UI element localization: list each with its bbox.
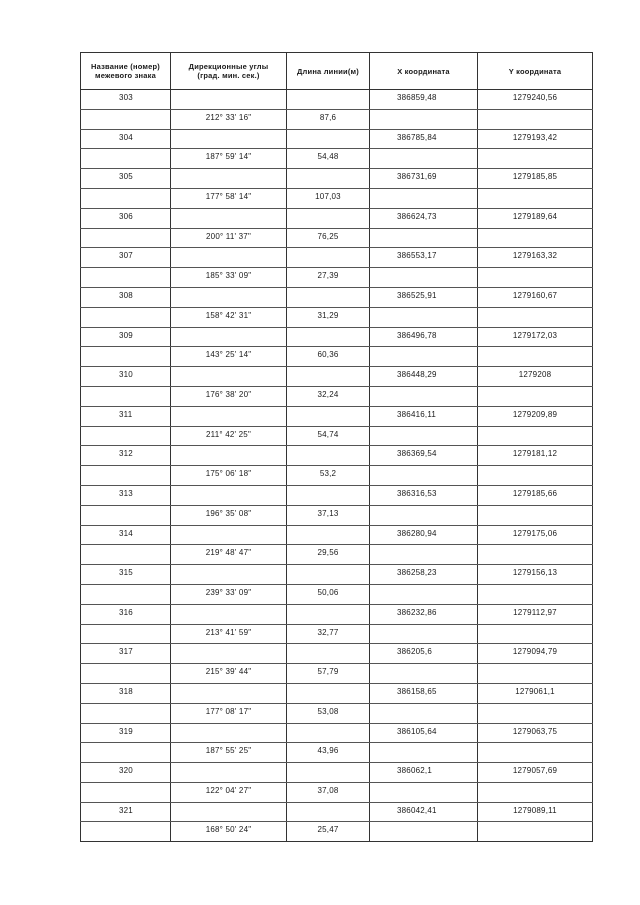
empty-cell xyxy=(287,169,370,189)
point-name-cell: 319 xyxy=(81,723,171,743)
directional-angle-cell: 177° 58' 14" xyxy=(171,188,287,208)
point-row xyxy=(81,485,593,505)
point-row xyxy=(81,446,593,466)
point-name-cell: 308 xyxy=(81,287,171,307)
empty-cell xyxy=(370,109,478,129)
x-coordinate-cell: 386416,11 xyxy=(370,406,478,426)
empty-cell xyxy=(287,525,370,545)
empty-cell xyxy=(478,743,593,763)
segment-row xyxy=(81,664,593,684)
empty-cell xyxy=(478,228,593,248)
point-row xyxy=(81,287,593,307)
point-row xyxy=(81,208,593,228)
x-coordinate-cell: 386158,65 xyxy=(370,683,478,703)
empty-cell xyxy=(478,664,593,684)
line-length-cell: 32,77 xyxy=(287,624,370,644)
y-coordinate-cell: 1279063,75 xyxy=(478,723,593,743)
empty-cell xyxy=(370,584,478,604)
empty-cell xyxy=(171,169,287,189)
directional-angle-cell: 168° 50' 24" xyxy=(171,822,287,842)
empty-cell xyxy=(287,604,370,624)
x-coordinate-cell: 386525,91 xyxy=(370,287,478,307)
empty-cell xyxy=(370,782,478,802)
empty-cell xyxy=(370,624,478,644)
empty-cell xyxy=(478,822,593,842)
empty-cell xyxy=(287,406,370,426)
point-name-cell: 306 xyxy=(81,208,171,228)
directional-angle-cell: 176° 38' 20" xyxy=(171,386,287,406)
empty-cell xyxy=(287,683,370,703)
x-coordinate-cell: 386316,53 xyxy=(370,485,478,505)
empty-cell xyxy=(171,485,287,505)
header-x-coordinate: X координата xyxy=(370,53,478,90)
segment-row xyxy=(81,624,593,644)
empty-cell xyxy=(81,505,171,525)
point-row xyxy=(81,248,593,268)
y-coordinate-cell: 1279156,13 xyxy=(478,565,593,585)
empty-cell xyxy=(478,268,593,288)
empty-cell xyxy=(370,188,478,208)
header-angle-line2: (град. мин. сек.) xyxy=(197,71,260,80)
empty-cell xyxy=(171,763,287,783)
empty-cell xyxy=(370,386,478,406)
point-row xyxy=(81,644,593,664)
y-coordinate-cell: 1279208 xyxy=(478,367,593,387)
point-name-cell: 318 xyxy=(81,683,171,703)
line-length-cell: 32,24 xyxy=(287,386,370,406)
directional-angle-cell: 215° 39' 44" xyxy=(171,664,287,684)
empty-cell xyxy=(81,664,171,684)
empty-cell xyxy=(171,723,287,743)
header-point-name xyxy=(81,53,171,90)
empty-cell xyxy=(81,268,171,288)
directional-angle-cell: 158° 42' 31" xyxy=(171,307,287,327)
directional-angle-cell: 143° 25' 14" xyxy=(171,347,287,367)
empty-cell xyxy=(171,90,287,110)
empty-cell xyxy=(81,703,171,723)
header-y-coordinate: Y координата xyxy=(478,53,593,90)
empty-cell xyxy=(81,426,171,446)
empty-cell xyxy=(81,347,171,367)
empty-cell xyxy=(171,248,287,268)
segment-row xyxy=(81,228,593,248)
segment-row xyxy=(81,426,593,446)
empty-cell xyxy=(478,584,593,604)
y-coordinate-cell: 1279175,06 xyxy=(478,525,593,545)
empty-cell xyxy=(478,109,593,129)
empty-cell xyxy=(81,109,171,129)
y-coordinate-cell: 1279185,85 xyxy=(478,169,593,189)
y-coordinate-cell: 1279193,42 xyxy=(478,129,593,149)
empty-cell xyxy=(171,129,287,149)
y-coordinate-cell: 1279057,69 xyxy=(478,763,593,783)
y-coordinate-cell: 1279089,11 xyxy=(478,802,593,822)
empty-cell xyxy=(370,743,478,763)
empty-cell xyxy=(478,188,593,208)
point-name-cell: 311 xyxy=(81,406,171,426)
point-name-cell: 305 xyxy=(81,169,171,189)
segment-row xyxy=(81,743,593,763)
survey-coordinates-table xyxy=(80,52,593,842)
x-coordinate-cell: 386062,1 xyxy=(370,763,478,783)
segment-row xyxy=(81,822,593,842)
header-line-length: Длина линии(м) xyxy=(287,53,370,90)
line-length-cell: 43,96 xyxy=(287,743,370,763)
x-coordinate-cell: 386369,54 xyxy=(370,446,478,466)
directional-angle-cell: 187° 59' 14" xyxy=(171,149,287,169)
y-coordinate-cell: 1279185,66 xyxy=(478,485,593,505)
x-coordinate-cell: 386042,41 xyxy=(370,802,478,822)
line-length-cell: 76,25 xyxy=(287,228,370,248)
segment-row xyxy=(81,109,593,129)
empty-cell xyxy=(370,664,478,684)
empty-cell xyxy=(287,90,370,110)
empty-cell xyxy=(370,466,478,486)
y-coordinate-cell: 1279189,64 xyxy=(478,208,593,228)
point-row xyxy=(81,723,593,743)
point-name-cell: 313 xyxy=(81,485,171,505)
y-coordinate-cell: 1279181,12 xyxy=(478,446,593,466)
empty-cell xyxy=(81,228,171,248)
empty-cell xyxy=(478,386,593,406)
segment-row xyxy=(81,703,593,723)
empty-cell xyxy=(287,644,370,664)
empty-cell xyxy=(287,802,370,822)
empty-cell xyxy=(81,386,171,406)
header-point-name-line2: межевого знака xyxy=(95,71,156,80)
empty-cell xyxy=(171,604,287,624)
point-row xyxy=(81,802,593,822)
point-name-cell: 312 xyxy=(81,446,171,466)
point-name-cell: 314 xyxy=(81,525,171,545)
y-coordinate-cell: 1279209,89 xyxy=(478,406,593,426)
point-row xyxy=(81,604,593,624)
empty-cell xyxy=(81,782,171,802)
table-header-row xyxy=(81,53,593,90)
line-length-cell: 87,6 xyxy=(287,109,370,129)
directional-angle-cell: 187° 55' 25" xyxy=(171,743,287,763)
directional-angle-cell: 213° 41' 59" xyxy=(171,624,287,644)
point-name-cell: 320 xyxy=(81,763,171,783)
line-length-cell: 53,2 xyxy=(287,466,370,486)
table-body xyxy=(81,90,593,842)
line-length-cell: 25,47 xyxy=(287,822,370,842)
point-row xyxy=(81,169,593,189)
point-name-cell: 316 xyxy=(81,604,171,624)
empty-cell xyxy=(478,624,593,644)
empty-cell xyxy=(171,367,287,387)
point-name-cell: 307 xyxy=(81,248,171,268)
y-coordinate-cell: 1279094,79 xyxy=(478,644,593,664)
point-row xyxy=(81,129,593,149)
empty-cell xyxy=(370,149,478,169)
empty-cell xyxy=(370,545,478,565)
directional-angle-cell: 212° 33' 16" xyxy=(171,109,287,129)
directional-angle-cell: 122° 04' 27" xyxy=(171,782,287,802)
empty-cell xyxy=(287,248,370,268)
directional-angle-cell: 239° 33' 09" xyxy=(171,584,287,604)
empty-cell xyxy=(287,763,370,783)
directional-angle-cell: 185° 33' 09" xyxy=(171,268,287,288)
segment-row xyxy=(81,188,593,208)
empty-cell xyxy=(171,683,287,703)
directional-angle-cell: 219° 48' 47" xyxy=(171,545,287,565)
empty-cell xyxy=(81,307,171,327)
point-name-cell: 321 xyxy=(81,802,171,822)
point-row xyxy=(81,90,593,110)
empty-cell xyxy=(81,149,171,169)
empty-cell xyxy=(478,426,593,446)
segment-row xyxy=(81,347,593,367)
empty-cell xyxy=(81,584,171,604)
x-coordinate-cell: 386859,48 xyxy=(370,90,478,110)
directional-angle-cell: 175° 06' 18" xyxy=(171,466,287,486)
empty-cell xyxy=(287,446,370,466)
empty-cell xyxy=(370,268,478,288)
empty-cell xyxy=(478,307,593,327)
point-row xyxy=(81,565,593,585)
line-length-cell: 27,39 xyxy=(287,268,370,288)
line-length-cell: 37,13 xyxy=(287,505,370,525)
empty-cell xyxy=(478,545,593,565)
header-point-name-line1: Название (номер) xyxy=(91,62,160,71)
empty-cell xyxy=(287,327,370,347)
empty-cell xyxy=(171,208,287,228)
point-name-cell: 303 xyxy=(81,90,171,110)
empty-cell xyxy=(370,307,478,327)
x-coordinate-cell: 386280,94 xyxy=(370,525,478,545)
empty-cell xyxy=(171,802,287,822)
point-row xyxy=(81,763,593,783)
segment-row xyxy=(81,307,593,327)
y-coordinate-cell: 1279061,1 xyxy=(478,683,593,703)
line-length-cell: 37,08 xyxy=(287,782,370,802)
empty-cell xyxy=(478,347,593,367)
empty-cell xyxy=(478,149,593,169)
empty-cell xyxy=(171,327,287,347)
x-coordinate-cell: 386553,17 xyxy=(370,248,478,268)
x-coordinate-cell: 386785,84 xyxy=(370,129,478,149)
point-row xyxy=(81,327,593,347)
x-coordinate-cell: 386624,73 xyxy=(370,208,478,228)
empty-cell xyxy=(81,466,171,486)
y-coordinate-cell: 1279172,03 xyxy=(478,327,593,347)
empty-cell xyxy=(81,545,171,565)
line-length-cell: 29,56 xyxy=(287,545,370,565)
empty-cell xyxy=(171,644,287,664)
empty-cell xyxy=(287,367,370,387)
y-coordinate-cell: 1279163,32 xyxy=(478,248,593,268)
segment-row xyxy=(81,505,593,525)
point-name-cell: 317 xyxy=(81,644,171,664)
segment-row xyxy=(81,584,593,604)
segment-row xyxy=(81,386,593,406)
line-length-cell: 57,79 xyxy=(287,664,370,684)
point-name-cell: 315 xyxy=(81,565,171,585)
empty-cell xyxy=(171,287,287,307)
empty-cell xyxy=(81,822,171,842)
empty-cell xyxy=(81,743,171,763)
x-coordinate-cell: 386448,29 xyxy=(370,367,478,387)
empty-cell xyxy=(287,208,370,228)
segment-row xyxy=(81,268,593,288)
empty-cell xyxy=(370,347,478,367)
empty-cell xyxy=(370,505,478,525)
point-name-cell: 310 xyxy=(81,367,171,387)
empty-cell xyxy=(287,129,370,149)
directional-angle-cell: 211° 42' 25" xyxy=(171,426,287,446)
line-length-cell: 54,48 xyxy=(287,149,370,169)
line-length-cell: 53,08 xyxy=(287,703,370,723)
segment-row xyxy=(81,466,593,486)
x-coordinate-cell: 386232,86 xyxy=(370,604,478,624)
empty-cell xyxy=(478,703,593,723)
empty-cell xyxy=(287,485,370,505)
point-row xyxy=(81,406,593,426)
empty-cell xyxy=(478,782,593,802)
header-angle-line1: Дирекционные углы xyxy=(188,62,269,71)
empty-cell xyxy=(287,723,370,743)
header-directional-angle xyxy=(171,53,287,90)
empty-cell xyxy=(81,624,171,644)
y-coordinate-cell: 1279240,56 xyxy=(478,90,593,110)
empty-cell xyxy=(370,703,478,723)
line-length-cell: 31,29 xyxy=(287,307,370,327)
y-coordinate-cell: 1279112,97 xyxy=(478,604,593,624)
directional-angle-cell: 177° 08' 17" xyxy=(171,703,287,723)
x-coordinate-cell: 386731,69 xyxy=(370,169,478,189)
point-name-cell: 309 xyxy=(81,327,171,347)
x-coordinate-cell: 386258,23 xyxy=(370,565,478,585)
x-coordinate-cell: 386496,78 xyxy=(370,327,478,347)
empty-cell xyxy=(81,188,171,208)
empty-cell xyxy=(478,505,593,525)
point-row xyxy=(81,683,593,703)
x-coordinate-cell: 386105,64 xyxy=(370,723,478,743)
empty-cell xyxy=(287,565,370,585)
y-coordinate-cell: 1279160,67 xyxy=(478,287,593,307)
point-name-cell: 304 xyxy=(81,129,171,149)
empty-cell xyxy=(171,565,287,585)
segment-row xyxy=(81,782,593,802)
segment-row xyxy=(81,545,593,565)
line-length-cell: 60,36 xyxy=(287,347,370,367)
segment-row xyxy=(81,149,593,169)
empty-cell xyxy=(370,426,478,446)
empty-cell xyxy=(287,287,370,307)
empty-cell xyxy=(478,466,593,486)
directional-angle-cell: 200° 11' 37" xyxy=(171,228,287,248)
x-coordinate-cell: 386205,6 xyxy=(370,644,478,664)
line-length-cell: 54,74 xyxy=(287,426,370,446)
empty-cell xyxy=(171,525,287,545)
empty-cell xyxy=(370,228,478,248)
line-length-cell: 107,03 xyxy=(287,188,370,208)
point-row xyxy=(81,367,593,387)
directional-angle-cell: 196° 35' 08" xyxy=(171,505,287,525)
line-length-cell: 50,06 xyxy=(287,584,370,604)
empty-cell xyxy=(370,822,478,842)
empty-cell xyxy=(171,406,287,426)
empty-cell xyxy=(171,446,287,466)
point-row xyxy=(81,525,593,545)
